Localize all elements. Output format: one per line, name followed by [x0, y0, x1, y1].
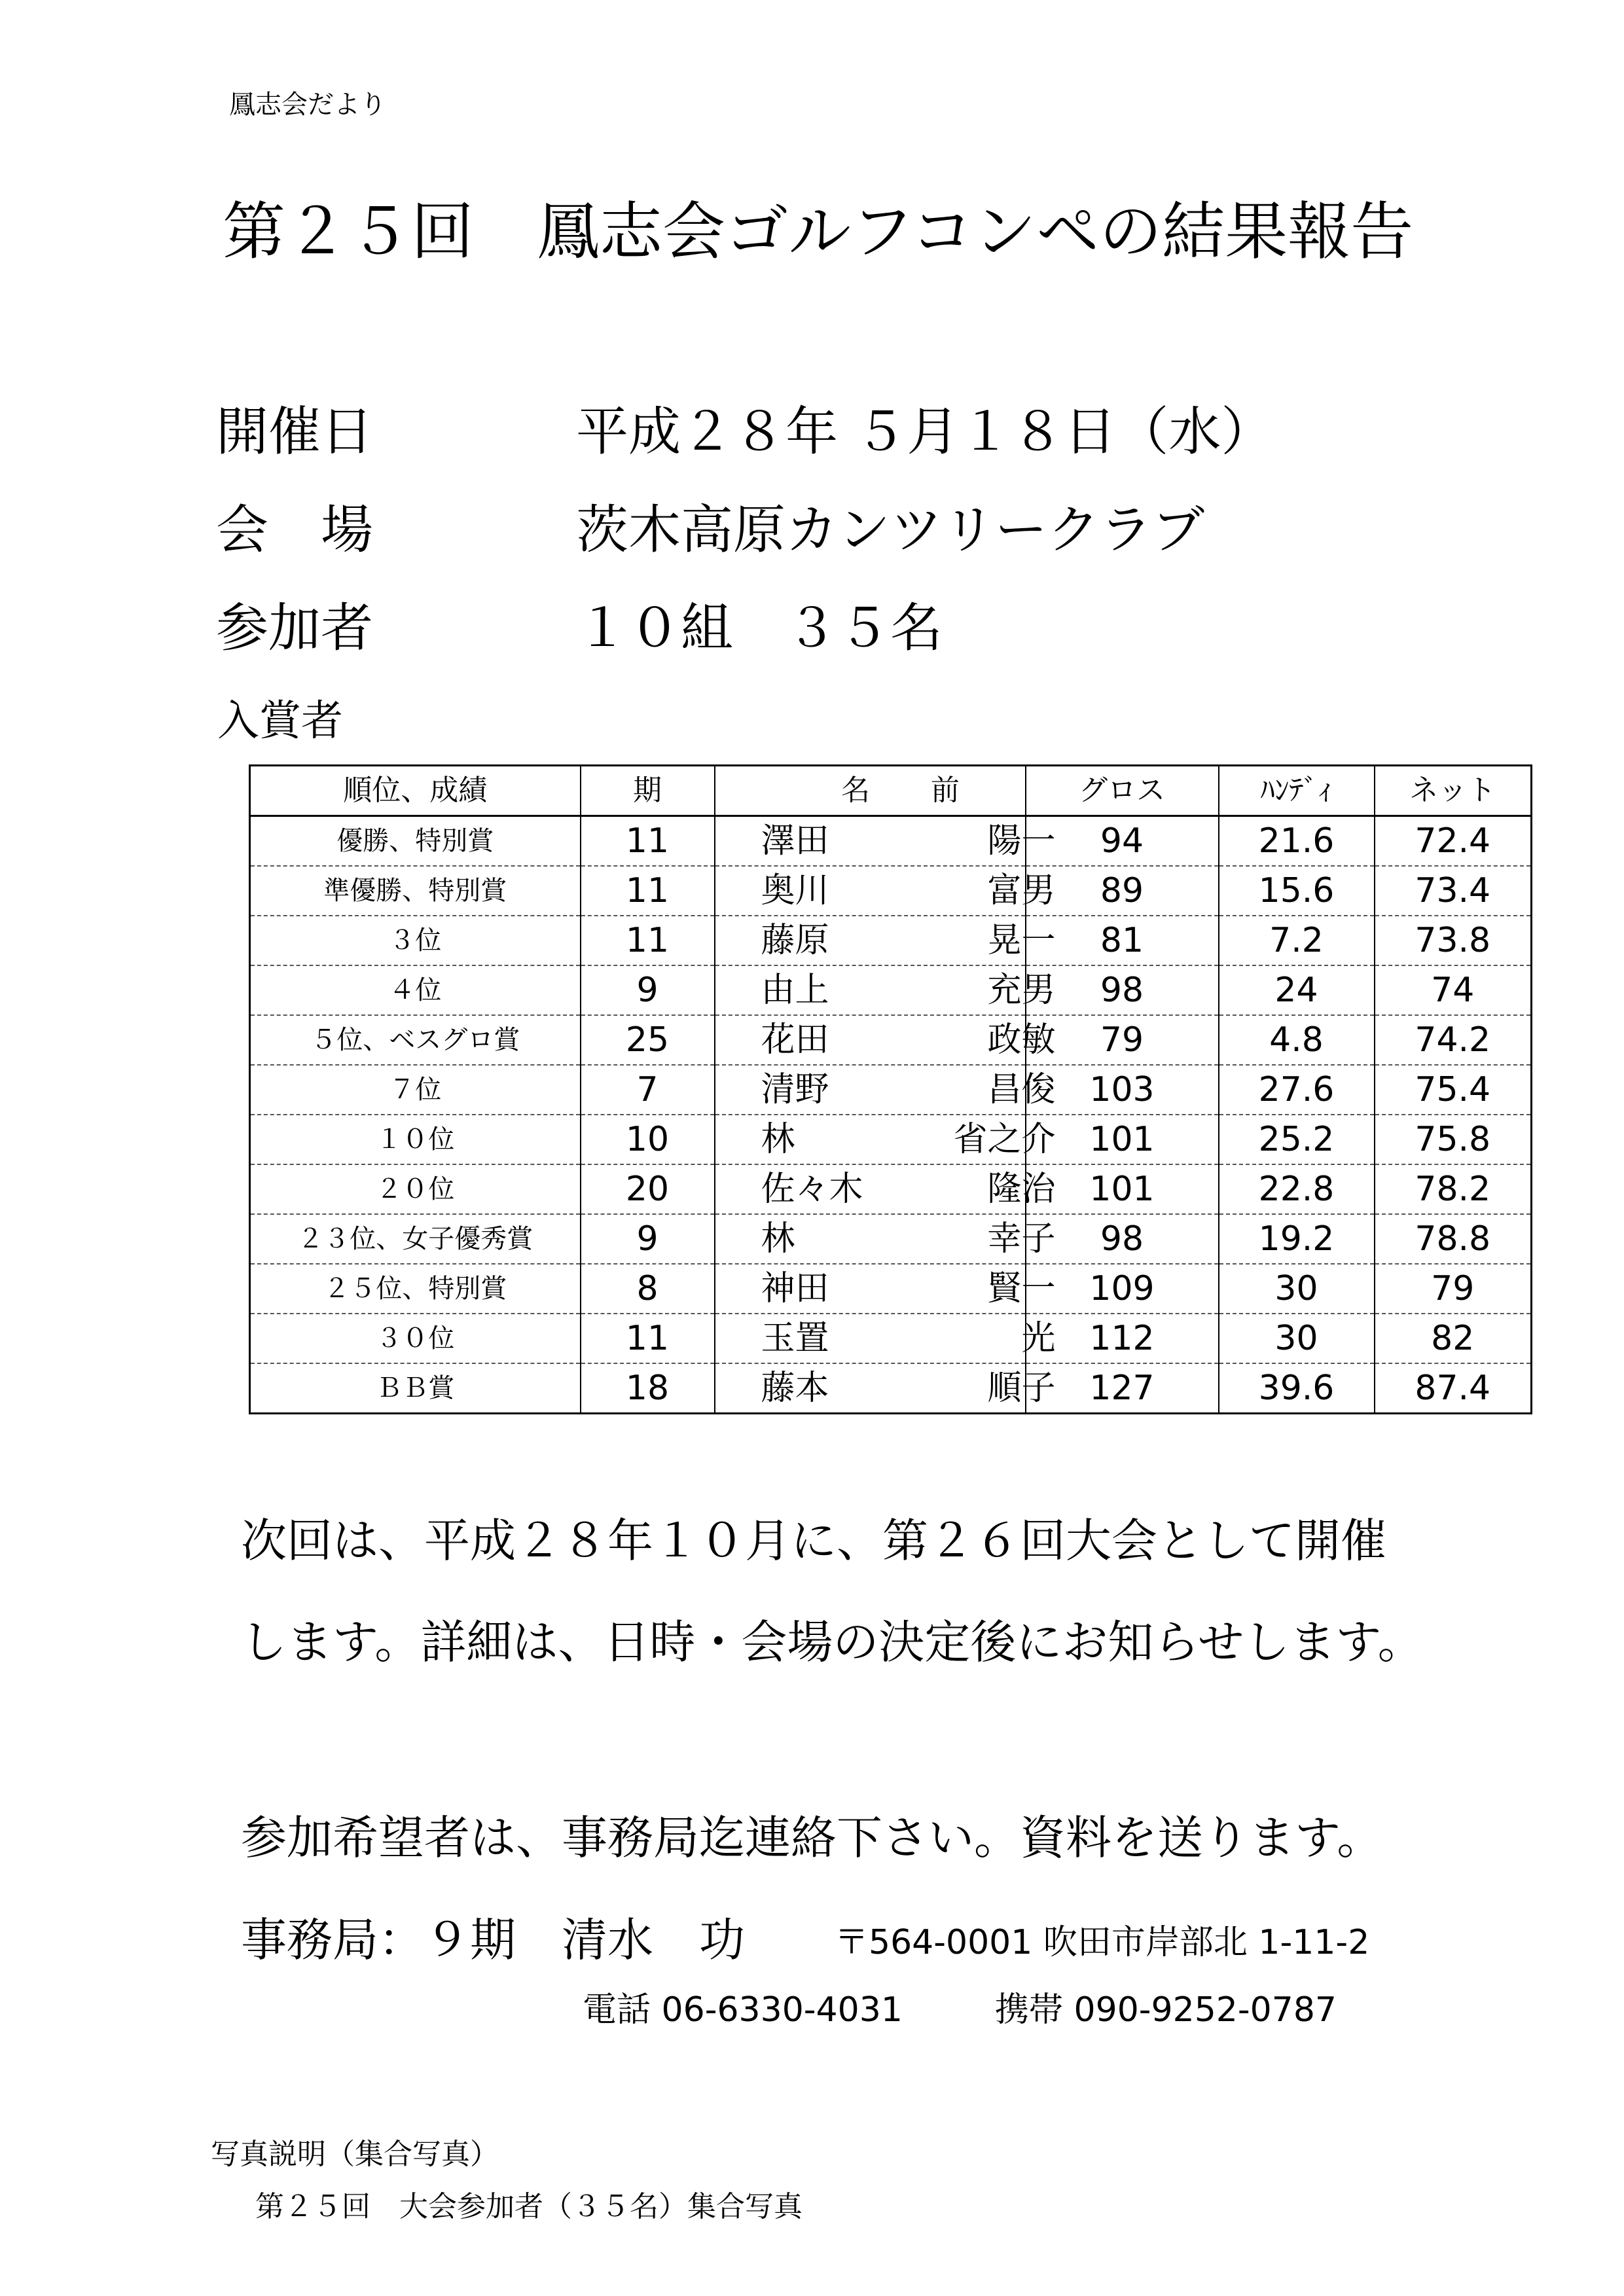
venue-label: 会 場 [216, 499, 373, 560]
office-label: 事務局：９期 清水 功 [241, 1913, 745, 1967]
cell-handicap: 7.2 [1219, 916, 1375, 965]
table-row [250, 866, 1532, 916]
cell-given-name: 富男 [987, 871, 1056, 910]
cell-rank: ２３位、女子優秀賞 [250, 1214, 581, 1264]
cell-name [715, 866, 1056, 916]
winners-section-label: 入賞者 [217, 697, 343, 745]
cell-surname: 清野 [761, 1070, 829, 1109]
cell-given-name: 幸子 [987, 1219, 1056, 1259]
cell-given-name: 陽一 [987, 821, 1056, 861]
cell-given-name: 賢一 [987, 1269, 1056, 1308]
cell-rank: ２０位 [250, 1164, 581, 1214]
cell-net: 87.4 [1375, 1363, 1532, 1414]
date-value: 平成２８年 ５月１８日（水） [576, 401, 1274, 462]
table-row [250, 1314, 1532, 1363]
cell-rank: ７位 [250, 1065, 581, 1115]
cell-name [715, 1164, 1056, 1214]
cell-rank: ４位 [250, 965, 581, 1015]
cell-name [715, 816, 1056, 867]
table-row [250, 1065, 1532, 1115]
cell-net: 72.4 [1375, 816, 1532, 867]
table-row [250, 1363, 1532, 1414]
cell-net: 78.8 [1375, 1214, 1532, 1264]
newsletter-label: 鳳志会だより [229, 90, 386, 120]
cell-name [715, 1065, 1056, 1115]
cell-handicap: 19.2 [1219, 1214, 1375, 1264]
cell-given-name: 隆治 [987, 1170, 1056, 1209]
cell-surname: 澤田 [761, 821, 829, 861]
cell-term: 8 [581, 1264, 715, 1314]
cell-gross: 112 [1026, 1314, 1219, 1363]
cell-name [715, 965, 1056, 1015]
cell-surname: 神田 [761, 1269, 829, 1308]
cell-rank: 優勝、特別賞 [250, 816, 581, 867]
cell-given-name: 充男 [987, 971, 1056, 1010]
table-row [250, 916, 1532, 965]
cell-rank: ５位、ベスグロ賞 [250, 1015, 581, 1065]
cell-gross: 81 [1026, 916, 1219, 965]
cell-handicap: 24 [1219, 965, 1375, 1015]
table-row [250, 1015, 1532, 1065]
cell-term: 10 [581, 1115, 715, 1164]
cell-surname: 奥川 [761, 871, 829, 910]
cell-given-name: 晃一 [987, 921, 1056, 960]
photo-title: 写真説明（集合写真） [211, 2138, 499, 2171]
cell-term: 18 [581, 1363, 715, 1414]
header-name-sur: 名 [841, 774, 870, 807]
results-table [249, 764, 1532, 1414]
next-notice-line1: 次回は、平成２８年１０月に、第２６回大会として開催 [241, 1514, 1386, 1568]
cell-gross: 98 [1026, 965, 1219, 1015]
cell-handicap: 25.2 [1219, 1115, 1375, 1164]
table-row [250, 1264, 1532, 1314]
cell-name [715, 1314, 1056, 1363]
photo-caption: 第２５回 大会参加者（３５名）集合写真 [255, 2190, 803, 2223]
cell-net: 75.8 [1375, 1115, 1532, 1164]
cell-surname: 由上 [761, 971, 829, 1010]
cell-handicap: 4.8 [1219, 1015, 1375, 1065]
cell-handicap: 30 [1219, 1314, 1375, 1363]
header-name-given: 前 [931, 774, 960, 807]
venue-value: 茨木高原カンツリークラブ [576, 499, 1204, 560]
cell-surname: 花田 [761, 1020, 829, 1060]
participants-value: １０組 ３５名 [576, 598, 943, 658]
cell-name [715, 1264, 1056, 1314]
cell-surname: 玉置 [761, 1319, 829, 1358]
table-row [250, 1115, 1532, 1164]
cell-rank: ＢＢ賞 [250, 1363, 581, 1414]
contact-request: 参加希望者は、事務局迄連絡下さい。資料を送ります。 [241, 1811, 1383, 1865]
cell-term: 11 [581, 916, 715, 965]
cell-net: 73.8 [1375, 916, 1532, 965]
cell-term: 11 [581, 866, 715, 916]
cell-gross: 79 [1026, 1015, 1219, 1065]
cell-rank: ３０位 [250, 1314, 581, 1363]
table-row [250, 965, 1532, 1015]
cell-term: 9 [581, 965, 715, 1015]
cell-net: 82 [1375, 1314, 1532, 1363]
date-label: 開催日 [216, 401, 373, 462]
header-gross: グロス [1026, 766, 1219, 816]
page-title: 第２５回 鳳志会ゴルフコンペの結果報告 [223, 195, 1414, 268]
cell-net: 74 [1375, 965, 1532, 1015]
cell-given-name: 光 [1021, 1319, 1056, 1358]
cell-given-name: 政敏 [987, 1020, 1056, 1060]
office-address: 〒564-0001 吹田市岸部北 1-11-2 [835, 1923, 1370, 1962]
cell-gross: 101 [1026, 1115, 1219, 1164]
cell-surname: 林 [761, 1120, 795, 1159]
cell-name [715, 1115, 1056, 1164]
cell-surname: 藤本 [761, 1369, 829, 1408]
cell-term: 9 [581, 1214, 715, 1264]
next-notice-line2: します。詳細は、日時・会場の決定後にお知らせします。 [241, 1615, 1424, 1669]
cell-surname: 藤原 [761, 921, 829, 960]
cell-handicap: 21.6 [1219, 816, 1375, 867]
office-phone: 電話 06-6330-4031 [583, 1990, 903, 2030]
table-header-row [250, 766, 1532, 816]
cell-term: 20 [581, 1164, 715, 1214]
cell-net: 73.4 [1375, 866, 1532, 916]
cell-rank: １０位 [250, 1115, 581, 1164]
cell-given-name: 省之介 [953, 1120, 1056, 1159]
cell-term: 11 [581, 1314, 715, 1363]
table-row [250, 1214, 1532, 1264]
cell-rank: ２５位、特別賞 [250, 1264, 581, 1314]
cell-term: 7 [581, 1065, 715, 1115]
cell-name [715, 916, 1056, 965]
cell-surname: 佐々木 [761, 1170, 863, 1209]
cell-rank: 準優勝、特別賞 [250, 866, 581, 916]
cell-gross: 109 [1026, 1264, 1219, 1314]
cell-gross: 103 [1026, 1065, 1219, 1115]
cell-handicap: 22.8 [1219, 1164, 1375, 1214]
cell-gross: 94 [1026, 816, 1219, 867]
header-term: 期 [581, 766, 715, 816]
header-name [715, 766, 1026, 816]
cell-name [715, 1015, 1056, 1065]
cell-gross: 101 [1026, 1164, 1219, 1214]
header-net: ネット [1375, 766, 1532, 816]
cell-name [715, 1363, 1056, 1414]
cell-handicap: 27.6 [1219, 1065, 1375, 1115]
cell-gross: 89 [1026, 866, 1219, 916]
cell-given-name: 昌俊 [987, 1070, 1056, 1109]
cell-term: 11 [581, 816, 715, 867]
cell-net: 79 [1375, 1264, 1532, 1314]
cell-gross: 127 [1026, 1363, 1219, 1414]
cell-surname: 林 [761, 1219, 795, 1259]
cell-name [715, 1214, 1056, 1264]
table-row [250, 816, 1532, 867]
table-row [250, 1164, 1532, 1214]
cell-net: 74.2 [1375, 1015, 1532, 1065]
cell-handicap: 30 [1219, 1264, 1375, 1314]
cell-given-name: 順子 [987, 1369, 1056, 1408]
cell-handicap: 39.6 [1219, 1363, 1375, 1414]
cell-handicap: 15.6 [1219, 866, 1375, 916]
cell-rank: ３位 [250, 916, 581, 965]
header-rank: 順位、成績 [250, 766, 581, 816]
participants-label: 参加者 [216, 598, 373, 658]
cell-term: 25 [581, 1015, 715, 1065]
office-mobile: 携帯 090-9252-0787 [995, 1990, 1337, 2030]
cell-gross: 98 [1026, 1214, 1219, 1264]
cell-net: 75.4 [1375, 1065, 1532, 1115]
header-handicap: ﾊﾝﾃﾞｨ [1219, 766, 1375, 816]
cell-net: 78.2 [1375, 1164, 1532, 1214]
